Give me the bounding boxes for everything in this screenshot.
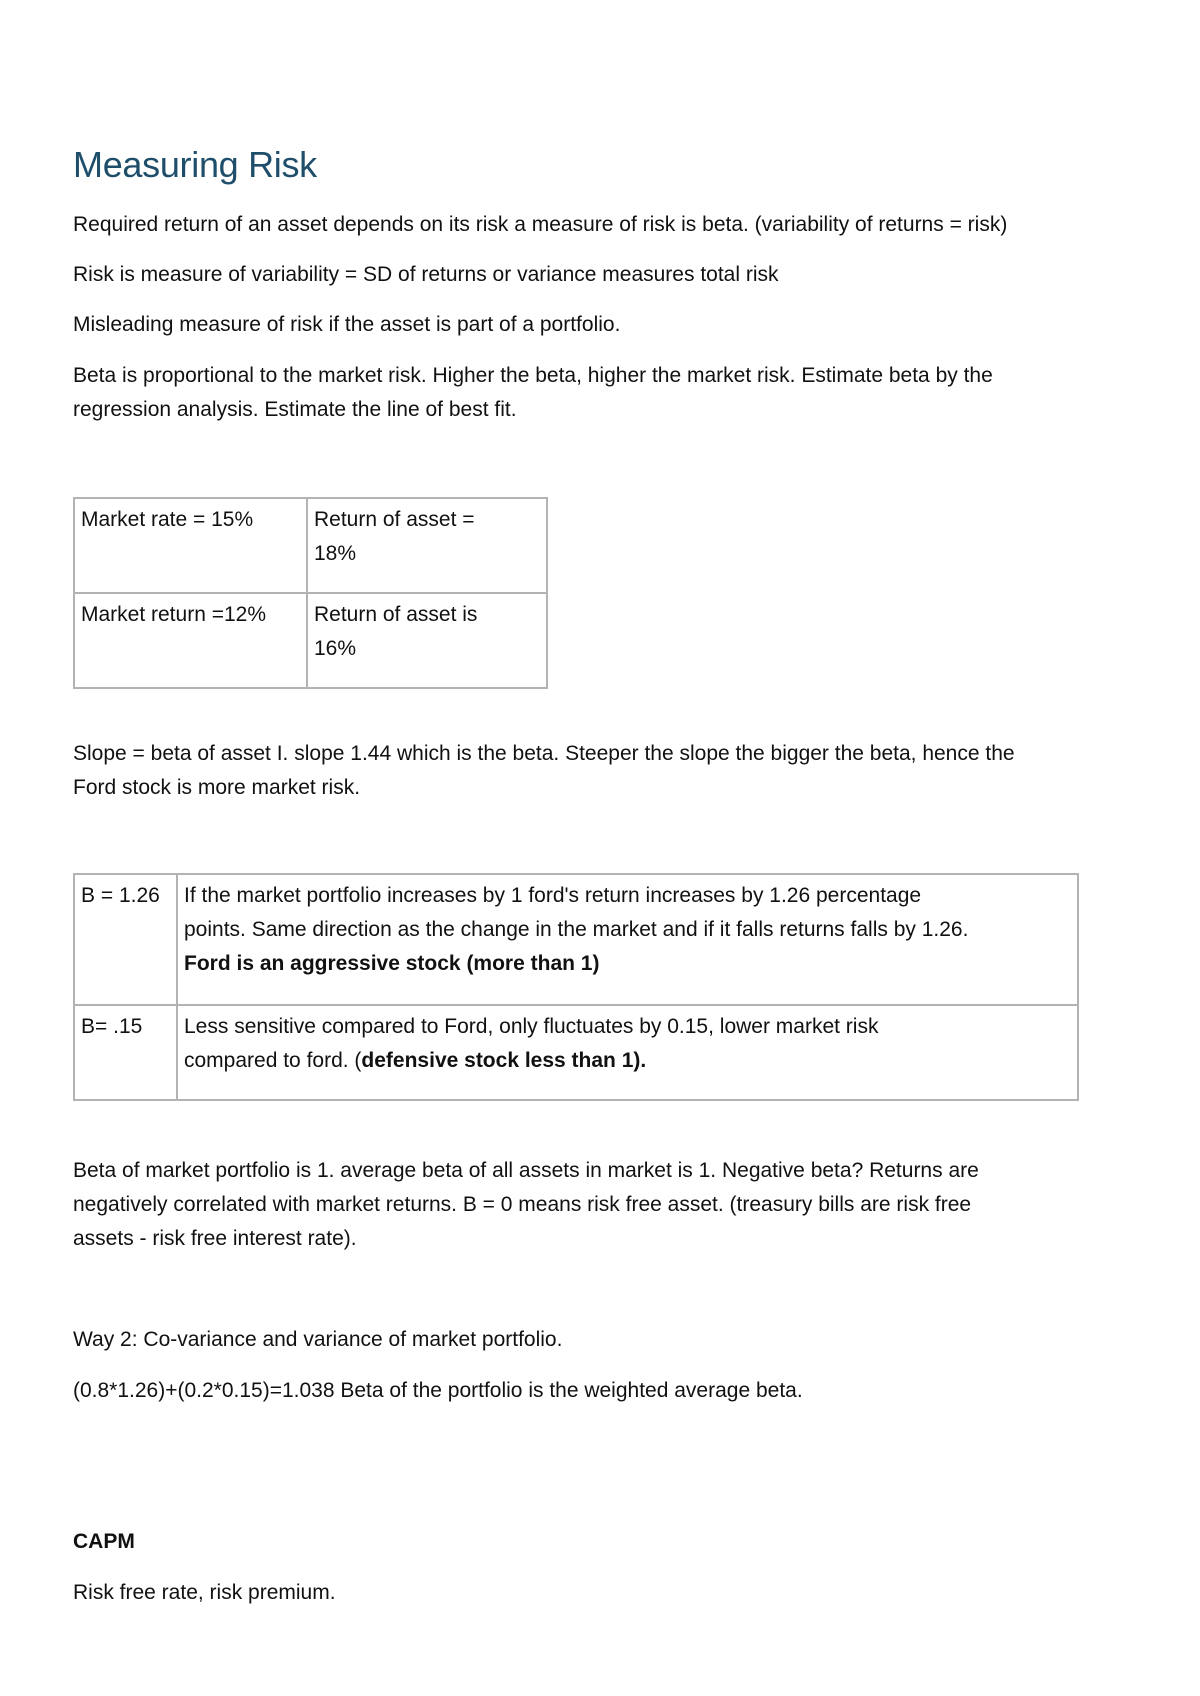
cell-line: points. Same direction as the change in the market and if it falls returns falls by 1.26.: [184, 918, 969, 941]
beta-table: [73, 873, 1079, 1101]
paragraph-line: Beta is proportional to the market risk. Higher the beta, higher the market risk. Estimate beta by the: [73, 364, 993, 387]
table-cell: [177, 874, 1078, 1005]
paragraph-beta-proportional: [73, 359, 993, 427]
paragraph-line: Slope = beta of asset I. slope 1.44 which is the beta. Steeper the slope the bigger the beta, hence the: [73, 742, 1015, 765]
table-cell: [177, 1005, 1078, 1100]
cell-line-bold: Ford is an aggressive stock (more than 1): [184, 952, 600, 975]
page-title: Measuring Risk: [73, 144, 317, 185]
paragraph-misleading: Misleading measure of risk if the asset is part of a portfolio.: [73, 313, 621, 336]
paragraph-risk-free-rate: Risk free rate, risk premium.: [73, 1581, 336, 1604]
table-cell: B = 1.26: [74, 874, 177, 1005]
cell-line: 16%: [314, 637, 357, 660]
paragraph-variability: Risk is measure of variability = SD of returns or variance measures total risk: [73, 263, 779, 286]
cell-line: 18%: [314, 542, 357, 565]
table-cell: Market rate = 15%: [74, 498, 307, 593]
table-cell: Market return =12%: [74, 593, 307, 688]
paragraph-required-return: Required return of an asset depends on its risk a measure of risk is beta. (variability of returns = risk): [73, 213, 1008, 236]
paragraph-market-portfolio-beta: [73, 1154, 979, 1256]
paragraph-line: Ford stock is more market risk.: [73, 776, 361, 799]
table-cell: [307, 593, 547, 688]
cell-line: Less sensitive compared to Ford, only fluctuates by 0.15, lower market risk: [184, 1015, 879, 1038]
cell-line: Return of asset =: [314, 508, 475, 531]
table-row: [74, 593, 547, 688]
table-row: [74, 498, 547, 593]
paragraph-line: Beta of market portfolio is 1. average beta of all assets in market is 1. Negative beta? Returns are: [73, 1159, 979, 1182]
paragraph-line: negatively correlated with market returns. B = 0 means risk free asset. (treasury bills are risk free: [73, 1193, 972, 1216]
paragraph-slope: [73, 737, 1015, 805]
paragraph-way-2: Way 2: Co-variance and variance of market portfolio.: [73, 1328, 563, 1351]
cell-text-bold: defensive stock less than 1).: [361, 1049, 647, 1072]
table-row: [74, 874, 1078, 1005]
market-rate-table: [73, 497, 548, 689]
table-row: [74, 1005, 1078, 1100]
cell-text: compared to ford. (: [184, 1049, 362, 1072]
cell-line: If the market portfolio increases by 1 ford's return increases by 1.26 percentage: [184, 884, 922, 907]
paragraph-line: assets - risk free interest rate).: [73, 1227, 357, 1250]
cell-line: [184, 1044, 1071, 1078]
table-cell: B= .15: [74, 1005, 177, 1100]
paragraph-weighted-beta: (0.8*1.26)+(0.2*0.15)=1.038 Beta of the portfolio is the weighted average beta.: [73, 1379, 803, 1402]
cell-line: Return of asset is: [314, 603, 478, 626]
table-cell: [307, 498, 547, 593]
section-heading-capm: CAPM: [73, 1530, 135, 1553]
paragraph-line: regression analysis. Estimate the line of best fit.: [73, 398, 517, 421]
